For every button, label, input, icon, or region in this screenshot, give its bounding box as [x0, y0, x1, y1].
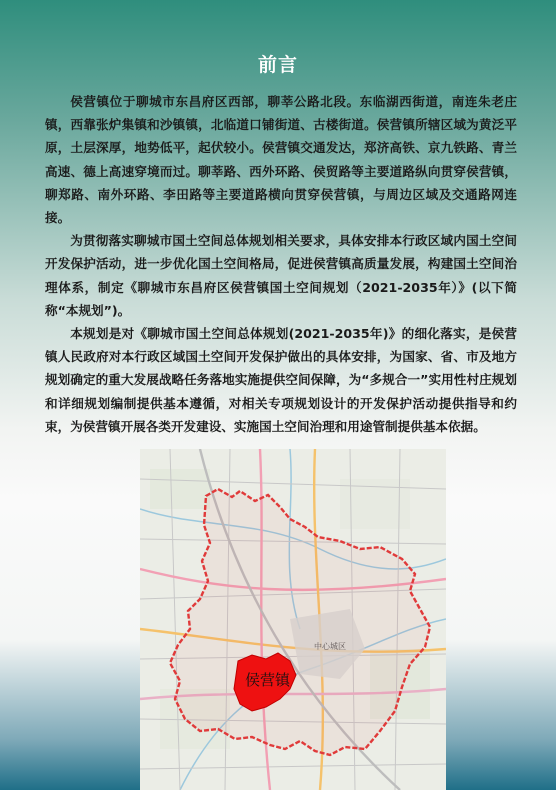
paragraph-purpose: 为贯彻落实聊城市国土空间总体规划相关要求，具体安排本行政区域内国土空间开发保护活动，进一步优化国土空间格局，促进侯营镇高质量发展，构建国土空间治理体系，制定《聊城市东昌府区侯营镇国土空间规划（2021-2035年）》(以下简称“本规划”)。 — [45, 233, 517, 318]
map-town-label: 侯营镇 — [245, 672, 291, 689]
preface-body — [45, 90, 517, 438]
paragraph-location: 侯营镇位于聊城市东昌府区西部，聊莘公路北段。东临湖西街道，南连朱老庄镇，西靠张炉集镇和沙镇镇，北临道口铺街道、古楼街道。侯营镇所辖区域为黄泛平原，土层深厚，地势低平，起伏较小。侯营镇交通发达，郑济高铁、京九铁路、青兰高速、德上高速穿境而过。聊莘路、西外环路、侯贸路等主要道路纵向贯穿侯营镇，聊郑路、南外环路、李田路等主要道路横向贯穿侯营镇，与周边区域及交通路网连接。 — [45, 94, 517, 226]
page-title: 前言 — [257, 54, 298, 76]
paragraph-role: 本规划是对《聊城市国土空间总体规划(2021-2035年)》的细化落实，是侯营镇人民政府对本行政区域国土空间开发保护做出的具体安排，为国家、省、市及地方规划确定的重大发展战略任务落地实施提供空间保障，为“多规合一”实用性村庄规划和详细规划编制提供基本遵循，对相关专项规划设计的开发保护活动提供指导和约束，为侯营镇开展各类开发建设、实施国土空间治理和用途管制提供基本依据。 — [45, 326, 517, 434]
location-map — [140, 449, 446, 790]
